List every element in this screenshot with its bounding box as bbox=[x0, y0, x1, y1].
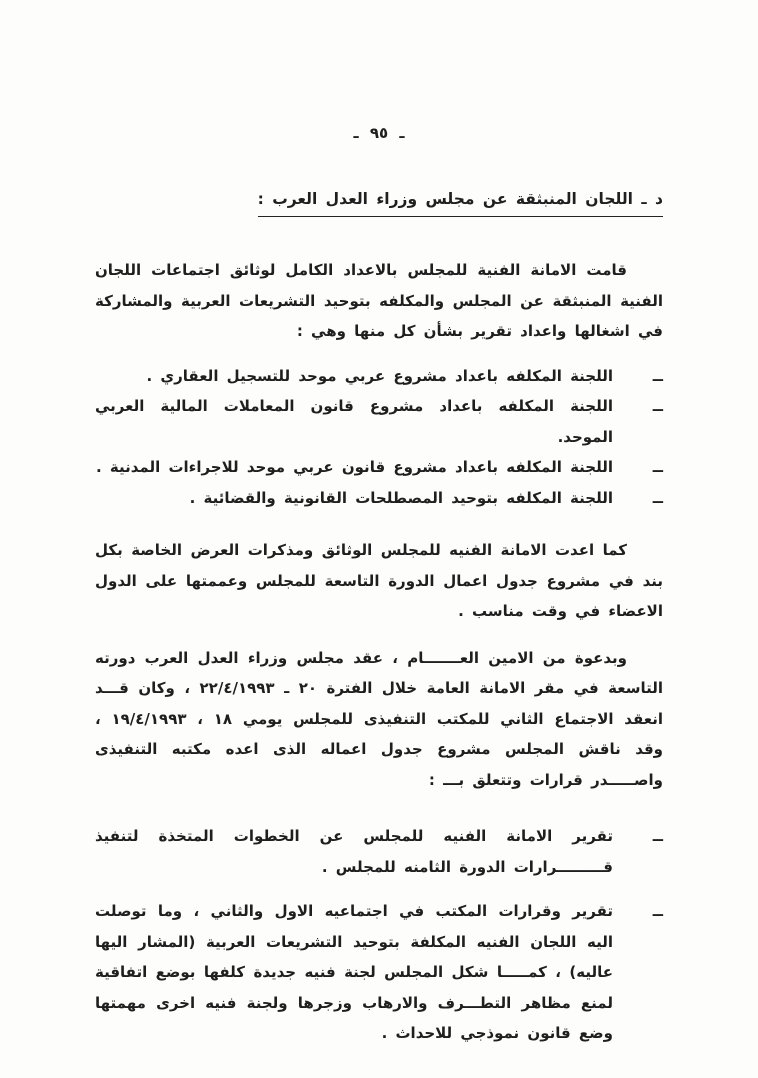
document-content bbox=[95, 0, 663, 1049]
session-paragraph: وبدعوة من الامين العـــــــام ، عقد مجلس وزراء العدل العرب دورته التاسعة في مقر الامانة العامة خلال الفترة ٢٠ ـ ٢٢/٤/١٩٩٣ ، وكان قـــد انعقد الاجتماع الثاني للمكتب التنفيذى للمجلس يومي ١٨ ، ١٩/٤/١٩٩٣ ، وقد ناقش المجلس مشروع جدول اعماله الذى اعده مكتبه التنفيذى واصـــــدر قرارات وتتعلق بـــ : bbox=[95, 648, 663, 789]
list-dash: ــ bbox=[652, 366, 663, 385]
list-item-text: اللجنة المكلفه بتوحيد المصطلحات القانونية والقضائية . bbox=[189, 488, 613, 507]
page-number: ـ ٩٥ ـ bbox=[353, 124, 405, 142]
list-item-text: اللجنة المكلفه باعداد مشروع عربي موحد للتسجيل العقاري . bbox=[146, 366, 613, 385]
list-dash: ــ bbox=[652, 488, 663, 507]
list-item bbox=[95, 821, 663, 882]
committee-list bbox=[95, 361, 663, 514]
list-dash: ــ bbox=[652, 827, 663, 845]
list-dash: ــ bbox=[652, 458, 663, 476]
intro-paragraph: قامت الامانة الفنية للمجلس بالاعداد الكامل لوثائق اجتماعات اللجان الفنية المنبثقة عن المجلس والمكلفه بتوحيد التشريعات العربية والمشاركة في اشغالها واعداد تقرير بشأن كل منها وهي : bbox=[95, 261, 663, 340]
section-heading-text: د ـ اللجان المنبثقة عن مجلس وزراء العدل العرب : bbox=[258, 188, 663, 217]
list-item bbox=[95, 391, 663, 452]
list-item bbox=[95, 483, 663, 514]
list-dash: ــ bbox=[652, 902, 663, 920]
list-item-text: اللجنة المكلفه باعداد مشروع قانون المعاملات المالية العربي الموحد. bbox=[95, 397, 613, 446]
list-dash: ــ bbox=[652, 397, 663, 415]
list-item-text: اللجنة المكلفه باعداد مشروع قانون عربي موحد للاجراءات المدنية . bbox=[95, 458, 613, 476]
documents-paragraph: كما اعدت الامانة الفنيه للمجلس الوثائق ومذكرات العرض الخاصة بكل بند في مشروع جدول اعمال الدورة التاسعة للمجلس وعممتها على الدول الاعضاء في وقت مناسب . bbox=[95, 541, 663, 620]
list-item bbox=[95, 452, 663, 483]
decision-list bbox=[95, 821, 663, 1049]
list-item bbox=[95, 896, 663, 1049]
list-item-text: تقرير وقرارات المكتب في اجتماعيه الاول والثاني ، وما توصلت اليه اللجان الفنيه المكلفة بتوحيد التشريعات العربية (المشار اليها عاليه) ، كمـــــا شكل المجلس لجنة فنيه جديدة كلفها بوضع اتفاقية لمنع مظاهر التطـــرف والارهاب وزجرها ولجنة فنيه اخرى مهمتها وضع قانون نموذجي للاحداث . bbox=[95, 902, 613, 1042]
section-heading bbox=[95, 188, 663, 217]
list-item bbox=[95, 361, 663, 392]
list-item-text: تقرير الامانة الفنيه للمجلس عن الخطوات المتخذة لتنفيذ قـــــــــرارات الدورة الثامنه للمجلس . bbox=[95, 827, 613, 876]
